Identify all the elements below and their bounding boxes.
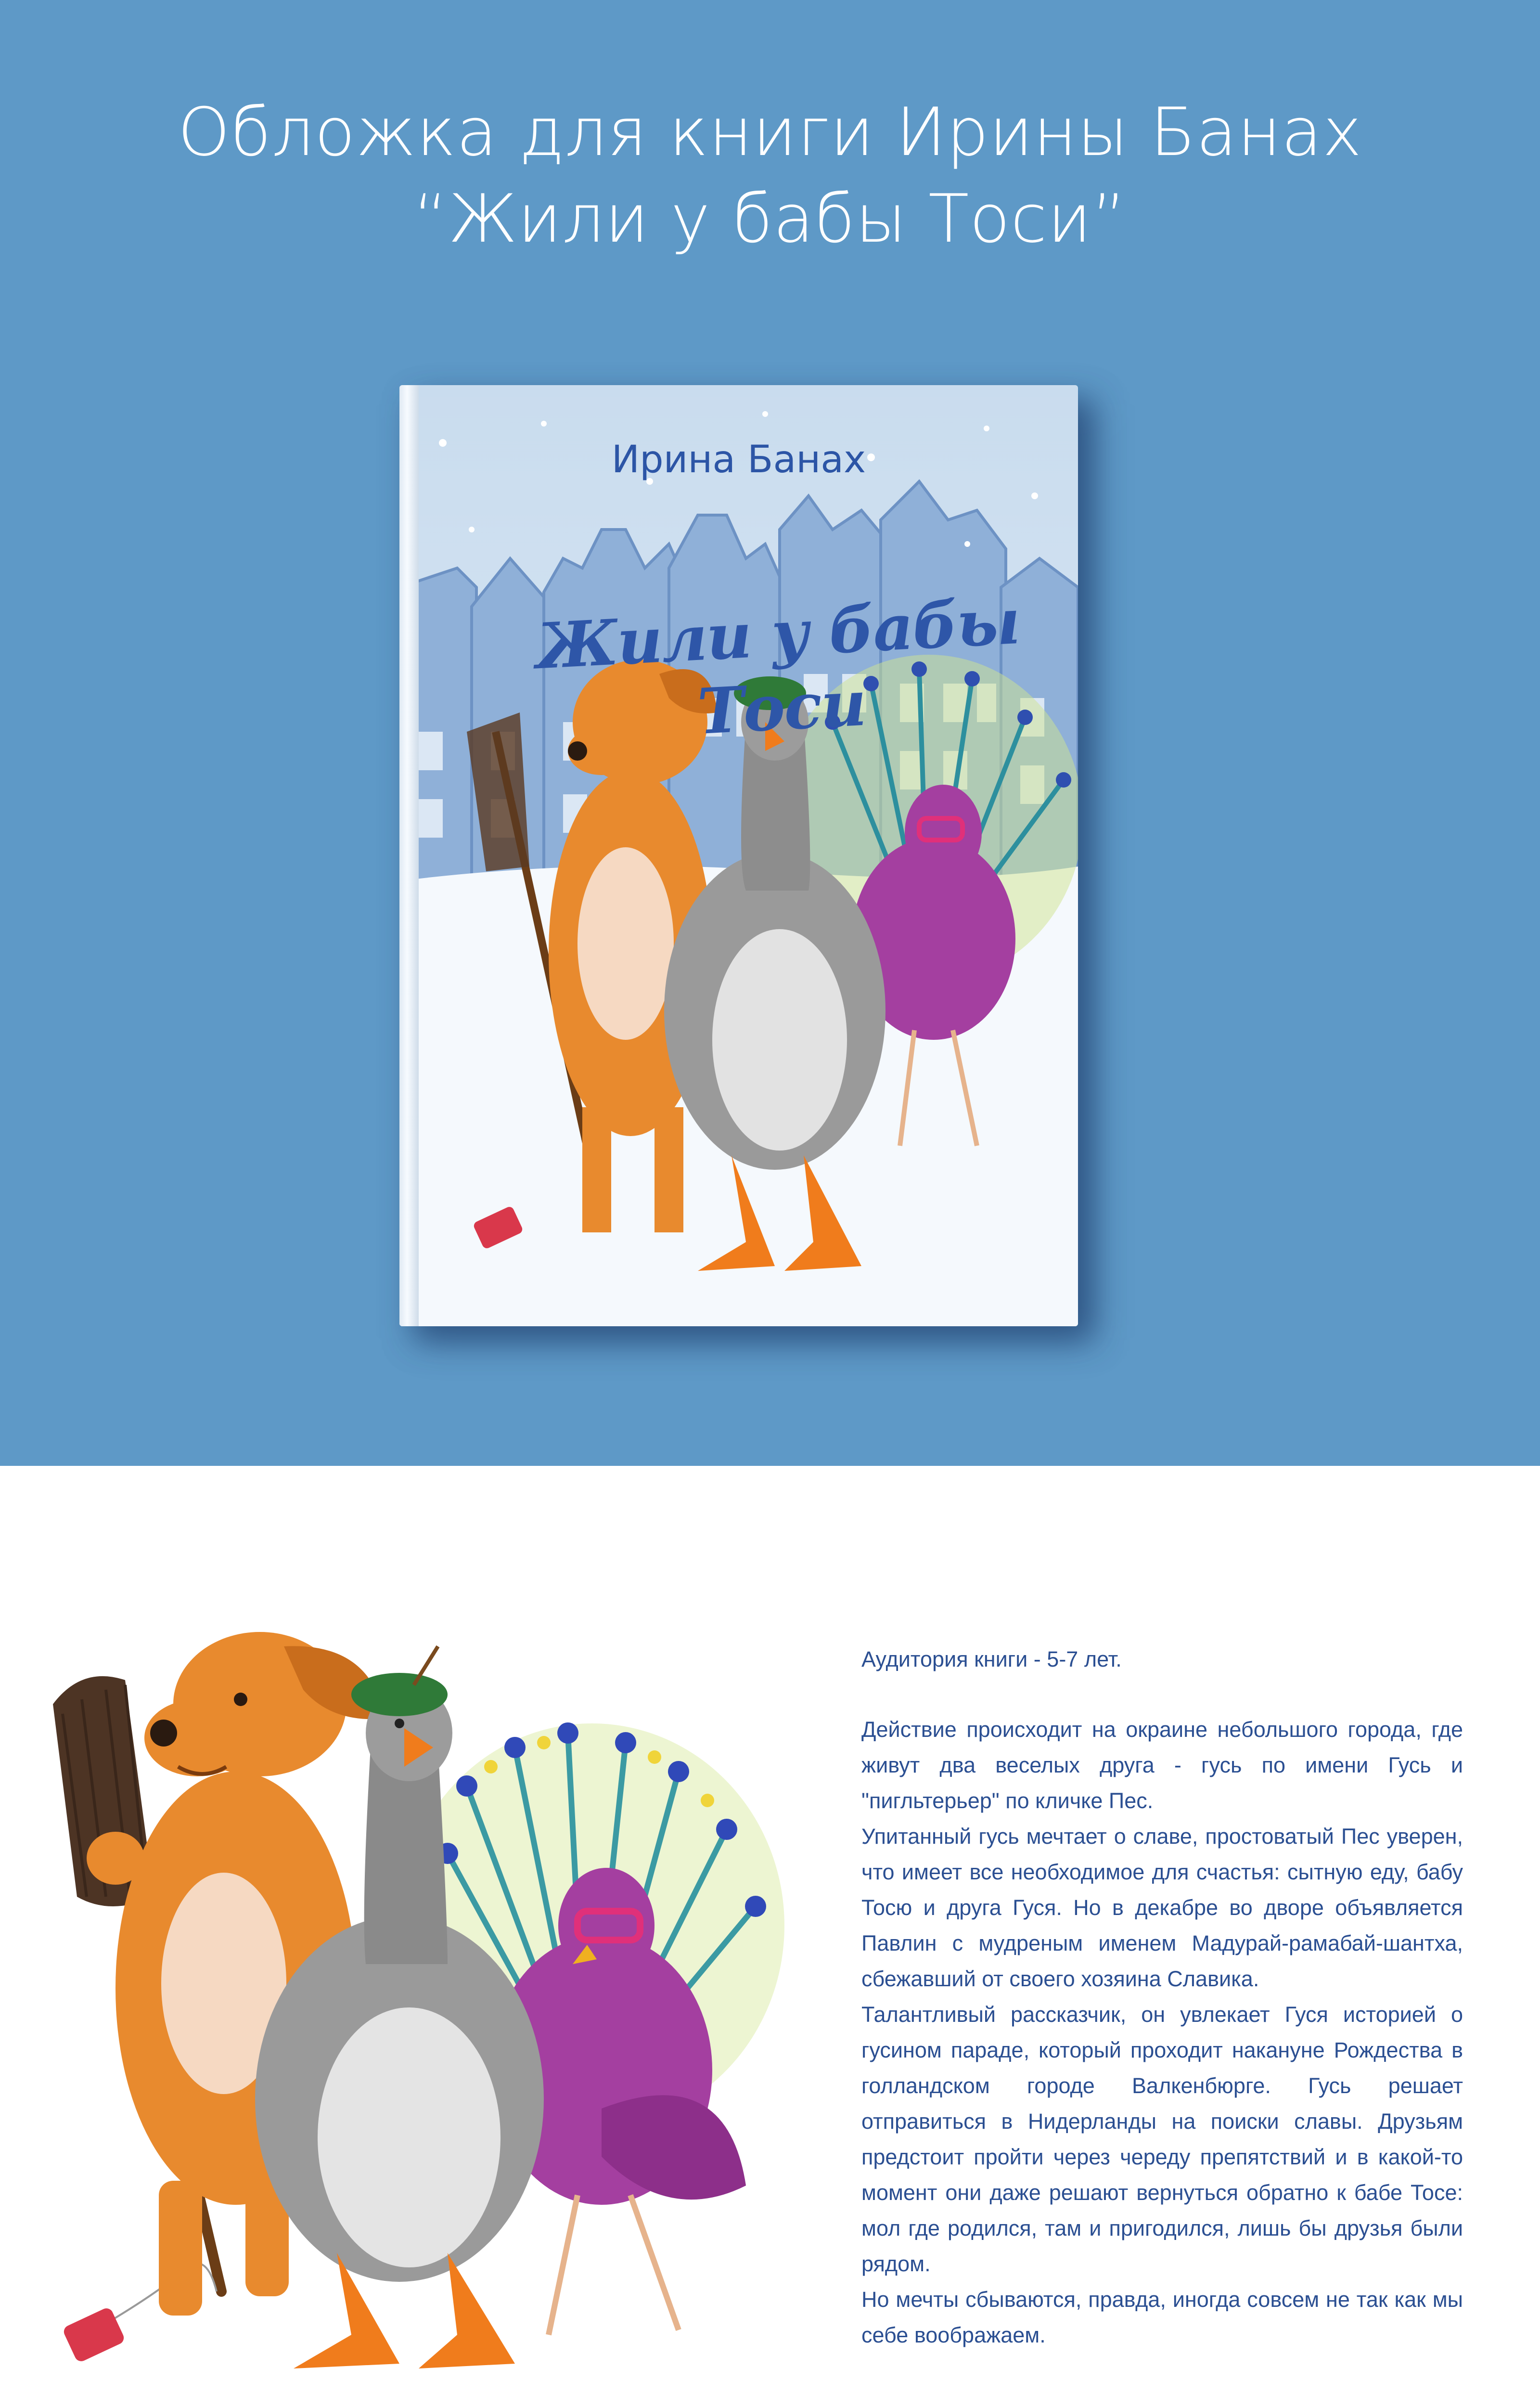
book-spine — [399, 385, 419, 1326]
description-paragraph-4: Но мечты сбываются, правда, иногда совсем не так как мы себе воображаем. — [861, 2287, 1463, 2347]
book-author: Ирина Банах — [611, 438, 866, 481]
hero-title-line-1: Обложка для книги Ирины Банах — [178, 93, 1362, 171]
description-paragraph-1: Действие происходит на окраине небольшого города, где живут два веселых друга - гусь по имени Гусь и "пигльтерьер" по кличке Пес. — [861, 1717, 1463, 1813]
description-paragraph-2: Упитанный гусь мечтает о славе, простоватый Пес уверен, что имеет все необходимое для счастья: сытную еду, бабу Тосю и друга Гуся. Но в декабре во дворе объявляется Павлин с мудреным именем Мадурай-рамабай-шантха, сбежавший от своего хозяина Славика. — [861, 1824, 1463, 1991]
characters-illustration — [34, 1627, 784, 2378]
book-mockup — [399, 385, 1083, 1329]
book-cover-art — [399, 385, 1078, 1326]
book-description — [861, 1642, 1463, 2353]
hero-title-line-2: “Жили у бабы Тоси” — [413, 180, 1127, 258]
book-cover — [399, 385, 1078, 1326]
audience-text: Аудитория книги - 5-7 лет. — [861, 1647, 1122, 1671]
hero-title — [0, 89, 1540, 262]
description-paragraph-3: Талантливый рассказчик, он увлекает Гуся историей о гусином параде, который проходит накануне Рождества в голландском городе Валкенбюрге. Гусь решает отправиться в Нидерланды на поиски славы. Друзьям предстоит пройти через череду препятствий и в какой-то момент они даже решают вернуться обратно к бабе Тосе: мол где родился, там и пригодился, лишь бы друзья были рядом. — [861, 2002, 1463, 2276]
book-title: Жили у бабы Тоси — [534, 584, 1021, 749]
